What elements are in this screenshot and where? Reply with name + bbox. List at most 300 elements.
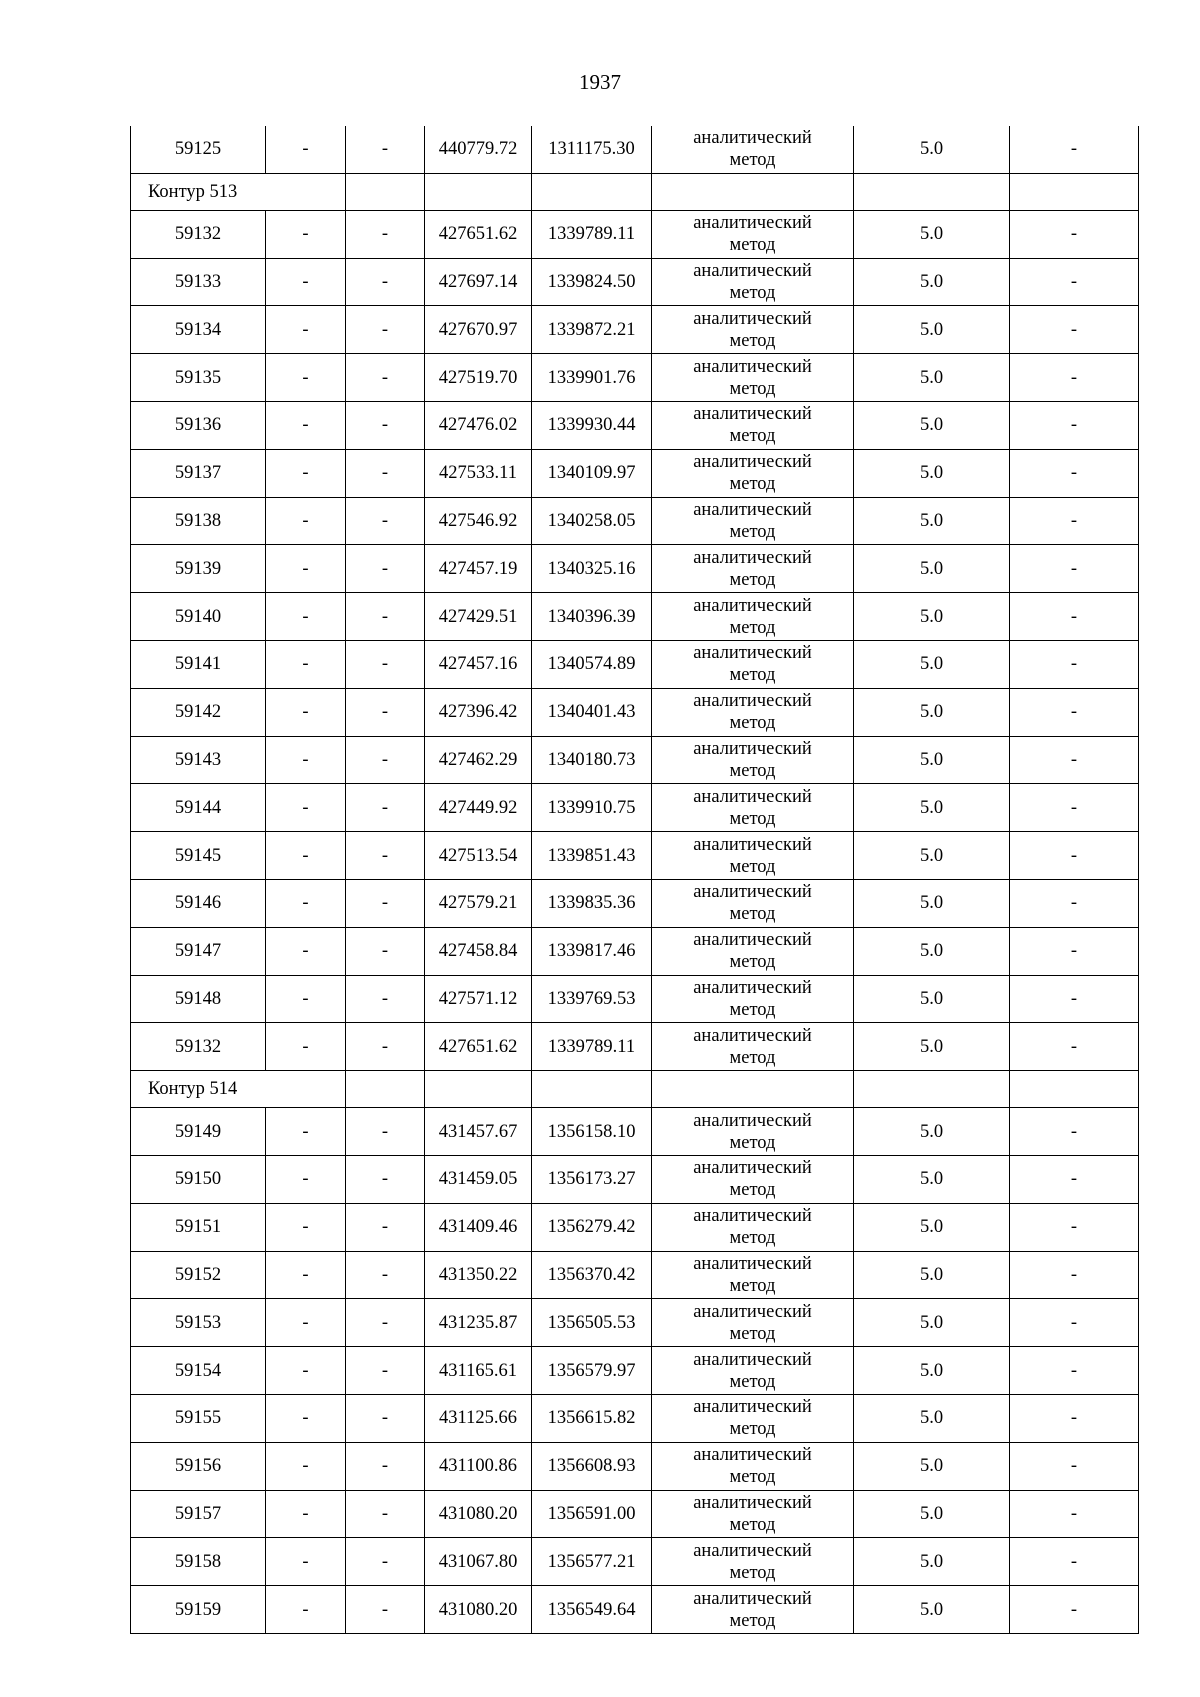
method-line-1: аналитический [693, 1301, 812, 1322]
col3-cell: - [346, 449, 425, 497]
y-coordinate-cell: 1356577.21 [532, 1538, 652, 1586]
col3-cell: - [346, 545, 425, 593]
empty-cell [346, 1071, 425, 1108]
y-coordinate-cell: 1356608.93 [532, 1442, 652, 1490]
empty-cell [346, 173, 425, 210]
method-line-2: метод [729, 1610, 776, 1631]
col2-cell: - [266, 1155, 346, 1203]
col8-cell: - [1010, 688, 1139, 736]
col8-cell: - [1010, 545, 1139, 593]
table-row [131, 1251, 1139, 1299]
col8-cell: - [1010, 401, 1139, 449]
col8-cell: - [1010, 784, 1139, 832]
table-row [131, 449, 1139, 497]
point-id-cell: 59150 [131, 1155, 266, 1203]
x-coordinate-cell: 427458.84 [425, 927, 532, 975]
point-id-cell: 59151 [131, 1203, 266, 1251]
point-id-cell: 59148 [131, 975, 266, 1023]
y-coordinate-cell: 1339930.44 [532, 401, 652, 449]
accuracy-cell: 5.0 [854, 688, 1010, 736]
col3-cell: - [346, 1108, 425, 1156]
method-cell [652, 126, 854, 173]
point-id-cell: 59141 [131, 640, 266, 688]
col2-cell: - [266, 1538, 346, 1586]
col8-cell: - [1010, 1108, 1139, 1156]
point-id-cell: 59125 [131, 126, 266, 173]
accuracy-cell: 5.0 [854, 1299, 1010, 1347]
col8-cell: - [1010, 210, 1139, 258]
method-line-1: аналитический [693, 1025, 812, 1046]
method-line-2: метод [729, 1275, 776, 1296]
point-id-cell: 59155 [131, 1394, 266, 1442]
col2-cell: - [266, 449, 346, 497]
y-coordinate-cell: 1311175.30 [532, 126, 652, 173]
y-coordinate-cell: 1339872.21 [532, 306, 652, 354]
x-coordinate-cell: 427476.02 [425, 401, 532, 449]
method-line-1: аналитический [693, 1158, 812, 1179]
point-id-cell: 59143 [131, 736, 266, 784]
point-id-cell: 59139 [131, 545, 266, 593]
col8-cell: - [1010, 879, 1139, 927]
y-coordinate-cell: 1340109.97 [532, 449, 652, 497]
x-coordinate-cell: 431067.80 [425, 1538, 532, 1586]
point-id-cell: 59136 [131, 401, 266, 449]
col2-cell: - [266, 975, 346, 1023]
y-coordinate-cell: 1339789.11 [532, 1023, 652, 1071]
method-line-2: метод [729, 1514, 776, 1535]
y-coordinate-cell: 1340401.43 [532, 688, 652, 736]
table-row [131, 258, 1139, 306]
y-coordinate-cell: 1339817.46 [532, 927, 652, 975]
point-id-cell: 59138 [131, 497, 266, 545]
col2-cell: - [266, 1347, 346, 1395]
col3-cell: - [346, 736, 425, 784]
col3-cell: - [346, 1394, 425, 1442]
col2-cell: - [266, 306, 346, 354]
y-coordinate-cell: 1340574.89 [532, 640, 652, 688]
point-id-cell: 59134 [131, 306, 266, 354]
table-row [131, 1299, 1139, 1347]
empty-cell [425, 1071, 532, 1108]
col8-cell: - [1010, 354, 1139, 402]
accuracy-cell: 5.0 [854, 1442, 1010, 1490]
col3-cell: - [346, 354, 425, 402]
x-coordinate-cell: 431235.87 [425, 1299, 532, 1347]
y-coordinate-cell: 1356549.64 [532, 1586, 652, 1634]
method-line-2: метод [729, 521, 776, 542]
col8-cell: - [1010, 593, 1139, 641]
col2-cell: - [266, 1442, 346, 1490]
method-cell [652, 1023, 854, 1071]
point-id-cell: 59154 [131, 1347, 266, 1395]
method-line-1: аналитический [693, 1349, 812, 1370]
accuracy-cell: 5.0 [854, 879, 1010, 927]
empty-cell [532, 1071, 652, 1108]
method-line-1: аналитический [693, 595, 812, 616]
method-cell [652, 784, 854, 832]
table-row [131, 401, 1139, 449]
y-coordinate-cell: 1356370.42 [532, 1251, 652, 1299]
method-line-1: аналитический [693, 213, 812, 234]
x-coordinate-cell: 427449.92 [425, 784, 532, 832]
col3-cell: - [346, 1155, 425, 1203]
page-number: 1937 [579, 70, 621, 94]
col8-cell: - [1010, 1203, 1139, 1251]
point-id-cell: 59147 [131, 927, 266, 975]
accuracy-cell: 5.0 [854, 1155, 1010, 1203]
method-cell [652, 640, 854, 688]
method-cell [652, 879, 854, 927]
table-row [131, 1023, 1139, 1071]
contour-label: Контур 513 [131, 173, 346, 210]
col8-cell: - [1010, 126, 1139, 173]
method-line-2: метод [729, 856, 776, 877]
method-line-2: метод [729, 760, 776, 781]
table-row [131, 688, 1139, 736]
col3-cell: - [346, 126, 425, 173]
empty-cell [1010, 173, 1139, 210]
point-id-cell: 59149 [131, 1108, 266, 1156]
contour-header-row [131, 173, 1139, 210]
y-coordinate-cell: 1340396.39 [532, 593, 652, 641]
col3-cell: - [346, 640, 425, 688]
col8-cell: - [1010, 1251, 1139, 1299]
col8-cell: - [1010, 1442, 1139, 1490]
accuracy-cell: 5.0 [854, 640, 1010, 688]
method-cell [652, 497, 854, 545]
method-cell [652, 1538, 854, 1586]
accuracy-cell: 5.0 [854, 593, 1010, 641]
y-coordinate-cell: 1340325.16 [532, 545, 652, 593]
col8-cell: - [1010, 1490, 1139, 1538]
method-line-1: аналитический [693, 691, 812, 712]
point-id-cell: 59158 [131, 1538, 266, 1586]
method-line-1: аналитический [693, 930, 812, 951]
empty-cell [652, 1071, 854, 1108]
col8-cell: - [1010, 306, 1139, 354]
table-row [131, 736, 1139, 784]
accuracy-cell: 5.0 [854, 126, 1010, 173]
y-coordinate-cell: 1339910.75 [532, 784, 652, 832]
col2-cell: - [266, 736, 346, 784]
point-id-cell: 59159 [131, 1586, 266, 1634]
col2-cell: - [266, 1490, 346, 1538]
table-row [131, 927, 1139, 975]
col3-cell: - [346, 975, 425, 1023]
accuracy-cell: 5.0 [854, 927, 1010, 975]
method-line-1: аналитический [693, 308, 812, 329]
col3-cell: - [346, 1347, 425, 1395]
method-cell [652, 1442, 854, 1490]
col2-cell: - [266, 258, 346, 306]
method-line-1: аналитический [693, 1206, 812, 1227]
col2-cell: - [266, 688, 346, 736]
table-row [131, 784, 1139, 832]
accuracy-cell: 5.0 [854, 1347, 1010, 1395]
col8-cell: - [1010, 258, 1139, 306]
point-id-cell: 59132 [131, 1023, 266, 1071]
accuracy-cell: 5.0 [854, 784, 1010, 832]
method-cell [652, 545, 854, 593]
table-row [131, 640, 1139, 688]
x-coordinate-cell: 427651.62 [425, 1023, 532, 1071]
method-line-2: метод [729, 1371, 776, 1392]
col3-cell: - [346, 1490, 425, 1538]
y-coordinate-cell: 1356505.53 [532, 1299, 652, 1347]
col3-cell: - [346, 1023, 425, 1071]
method-cell [652, 688, 854, 736]
y-coordinate-cell: 1356615.82 [532, 1394, 652, 1442]
accuracy-cell: 5.0 [854, 736, 1010, 784]
x-coordinate-cell: 427579.21 [425, 879, 532, 927]
col3-cell: - [346, 1299, 425, 1347]
x-coordinate-cell: 427462.29 [425, 736, 532, 784]
y-coordinate-cell: 1339789.11 [532, 210, 652, 258]
method-line-2: метод [729, 1323, 776, 1344]
table-row [131, 306, 1139, 354]
x-coordinate-cell: 431100.86 [425, 1442, 532, 1490]
col8-cell: - [1010, 736, 1139, 784]
method-line-1: аналитический [693, 882, 812, 903]
col2-cell: - [266, 1299, 346, 1347]
point-id-cell: 59156 [131, 1442, 266, 1490]
point-id-cell: 59142 [131, 688, 266, 736]
method-line-2: метод [729, 1047, 776, 1068]
method-line-2: метод [729, 150, 776, 171]
method-line-1: аналитический [693, 786, 812, 807]
col3-cell: - [346, 210, 425, 258]
x-coordinate-cell: 431165.61 [425, 1347, 532, 1395]
col3-cell: - [346, 784, 425, 832]
method-line-1: аналитический [693, 834, 812, 855]
col2-cell: - [266, 879, 346, 927]
point-id-cell: 59152 [131, 1251, 266, 1299]
method-line-2: метод [729, 999, 776, 1020]
x-coordinate-cell: 427546.92 [425, 497, 532, 545]
table-row [131, 832, 1139, 880]
empty-cell [652, 173, 854, 210]
method-cell [652, 1299, 854, 1347]
accuracy-cell: 5.0 [854, 1490, 1010, 1538]
method-cell [652, 1155, 854, 1203]
col2-cell: - [266, 784, 346, 832]
x-coordinate-cell: 431080.20 [425, 1586, 532, 1634]
method-line-2: метод [729, 569, 776, 590]
method-cell [652, 736, 854, 784]
point-id-cell: 59144 [131, 784, 266, 832]
empty-cell [854, 173, 1010, 210]
col3-cell: - [346, 879, 425, 927]
x-coordinate-cell: 431459.05 [425, 1155, 532, 1203]
point-id-cell: 59132 [131, 210, 266, 258]
x-coordinate-cell: 427457.19 [425, 545, 532, 593]
method-line-2: метод [729, 1419, 776, 1440]
x-coordinate-cell: 427533.11 [425, 449, 532, 497]
method-cell [652, 401, 854, 449]
x-coordinate-cell: 427457.16 [425, 640, 532, 688]
accuracy-cell: 5.0 [854, 1251, 1010, 1299]
method-line-1: аналитический [693, 977, 812, 998]
accuracy-cell: 5.0 [854, 258, 1010, 306]
method-cell [652, 1490, 854, 1538]
col2-cell: - [266, 593, 346, 641]
method-line-2: метод [729, 474, 776, 495]
method-line-2: метод [729, 713, 776, 734]
col8-cell: - [1010, 1023, 1139, 1071]
col2-cell: - [266, 1251, 346, 1299]
method-line-1: аналитический [693, 643, 812, 664]
method-cell [652, 1586, 854, 1634]
col8-cell: - [1010, 1586, 1139, 1634]
y-coordinate-cell: 1356158.10 [532, 1108, 652, 1156]
col3-cell: - [346, 258, 425, 306]
method-line-1: аналитический [693, 499, 812, 520]
y-coordinate-cell: 1339835.36 [532, 879, 652, 927]
method-line-2: метод [729, 235, 776, 256]
method-line-1: аналитический [693, 1253, 812, 1274]
method-cell [652, 306, 854, 354]
x-coordinate-cell: 440779.72 [425, 126, 532, 173]
x-coordinate-cell: 427571.12 [425, 975, 532, 1023]
accuracy-cell: 5.0 [854, 1023, 1010, 1071]
col2-cell: - [266, 401, 346, 449]
method-line-1: аналитический [693, 738, 812, 759]
table-row [131, 1490, 1139, 1538]
accuracy-cell: 5.0 [854, 306, 1010, 354]
method-line-2: метод [729, 1562, 776, 1583]
x-coordinate-cell: 427651.62 [425, 210, 532, 258]
col2-cell: - [266, 354, 346, 402]
y-coordinate-cell: 1339901.76 [532, 354, 652, 402]
col3-cell: - [346, 306, 425, 354]
table-row [131, 1586, 1139, 1634]
x-coordinate-cell: 427513.54 [425, 832, 532, 880]
accuracy-cell: 5.0 [854, 449, 1010, 497]
col3-cell: - [346, 1586, 425, 1634]
table-row [131, 1155, 1139, 1203]
accuracy-cell: 5.0 [854, 975, 1010, 1023]
accuracy-cell: 5.0 [854, 401, 1010, 449]
method-cell [652, 210, 854, 258]
col3-cell: - [346, 1538, 425, 1586]
x-coordinate-cell: 427396.42 [425, 688, 532, 736]
x-coordinate-cell: 431409.46 [425, 1203, 532, 1251]
col3-cell: - [346, 593, 425, 641]
method-line-1: аналитический [693, 1397, 812, 1418]
table-row [131, 1203, 1139, 1251]
col3-cell: - [346, 1251, 425, 1299]
col3-cell: - [346, 832, 425, 880]
col2-cell: - [266, 126, 346, 173]
point-id-cell: 59157 [131, 1490, 266, 1538]
method-line-1: аналитический [693, 1540, 812, 1561]
method-line-1: аналитический [693, 452, 812, 473]
method-line-2: метод [729, 1132, 776, 1153]
empty-cell [1010, 1071, 1139, 1108]
col3-cell: - [346, 401, 425, 449]
table-row [131, 1442, 1139, 1490]
empty-cell [532, 173, 652, 210]
table-row [131, 1538, 1139, 1586]
table-row [131, 1394, 1139, 1442]
contour-label: Контур 514 [131, 1071, 346, 1108]
accuracy-cell: 5.0 [854, 1538, 1010, 1586]
col2-cell: - [266, 640, 346, 688]
accuracy-cell: 5.0 [854, 210, 1010, 258]
point-id-cell: 59137 [131, 449, 266, 497]
method-cell [652, 1394, 854, 1442]
col2-cell: - [266, 1394, 346, 1442]
coordinates-table [130, 126, 1139, 1634]
table-row [131, 593, 1139, 641]
x-coordinate-cell: 427519.70 [425, 354, 532, 402]
method-cell [652, 832, 854, 880]
accuracy-cell: 5.0 [854, 545, 1010, 593]
method-line-2: метод [729, 1228, 776, 1249]
method-line-2: метод [729, 808, 776, 829]
method-line-1: аналитический [693, 260, 812, 281]
method-line-2: метод [729, 952, 776, 973]
x-coordinate-cell: 431080.20 [425, 1490, 532, 1538]
method-line-1: аналитический [693, 1445, 812, 1466]
method-line-2: метод [729, 282, 776, 303]
accuracy-cell: 5.0 [854, 1203, 1010, 1251]
col3-cell: - [346, 1203, 425, 1251]
point-id-cell: 59140 [131, 593, 266, 641]
empty-cell [854, 1071, 1010, 1108]
accuracy-cell: 5.0 [854, 1586, 1010, 1634]
point-id-cell: 59135 [131, 354, 266, 402]
method-line-2: метод [729, 378, 776, 399]
method-line-1: аналитический [693, 1588, 812, 1609]
y-coordinate-cell: 1340258.05 [532, 497, 652, 545]
method-cell [652, 258, 854, 306]
accuracy-cell: 5.0 [854, 354, 1010, 402]
col3-cell: - [346, 927, 425, 975]
table-row [131, 497, 1139, 545]
col2-cell: - [266, 210, 346, 258]
col2-cell: - [266, 545, 346, 593]
table-row [131, 210, 1139, 258]
accuracy-cell: 5.0 [854, 1108, 1010, 1156]
method-cell [652, 1347, 854, 1395]
col8-cell: - [1010, 497, 1139, 545]
col2-cell: - [266, 927, 346, 975]
col8-cell: - [1010, 1347, 1139, 1395]
y-coordinate-cell: 1356279.42 [532, 1203, 652, 1251]
table-body [131, 126, 1139, 1633]
col8-cell: - [1010, 832, 1139, 880]
col2-cell: - [266, 1203, 346, 1251]
x-coordinate-cell: 431350.22 [425, 1251, 532, 1299]
x-coordinate-cell: 431457.67 [425, 1108, 532, 1156]
col8-cell: - [1010, 1299, 1139, 1347]
method-cell [652, 1108, 854, 1156]
table-row [131, 545, 1139, 593]
method-line-2: метод [729, 665, 776, 686]
empty-cell [425, 173, 532, 210]
method-line-2: метод [729, 1467, 776, 1488]
method-cell [652, 354, 854, 402]
col3-cell: - [346, 688, 425, 736]
method-line-1: аналитический [693, 128, 812, 149]
col2-cell: - [266, 1586, 346, 1634]
y-coordinate-cell: 1339769.53 [532, 975, 652, 1023]
method-cell [652, 1251, 854, 1299]
y-coordinate-cell: 1356591.00 [532, 1490, 652, 1538]
method-line-1: аналитический [693, 547, 812, 568]
point-id-cell: 59133 [131, 258, 266, 306]
